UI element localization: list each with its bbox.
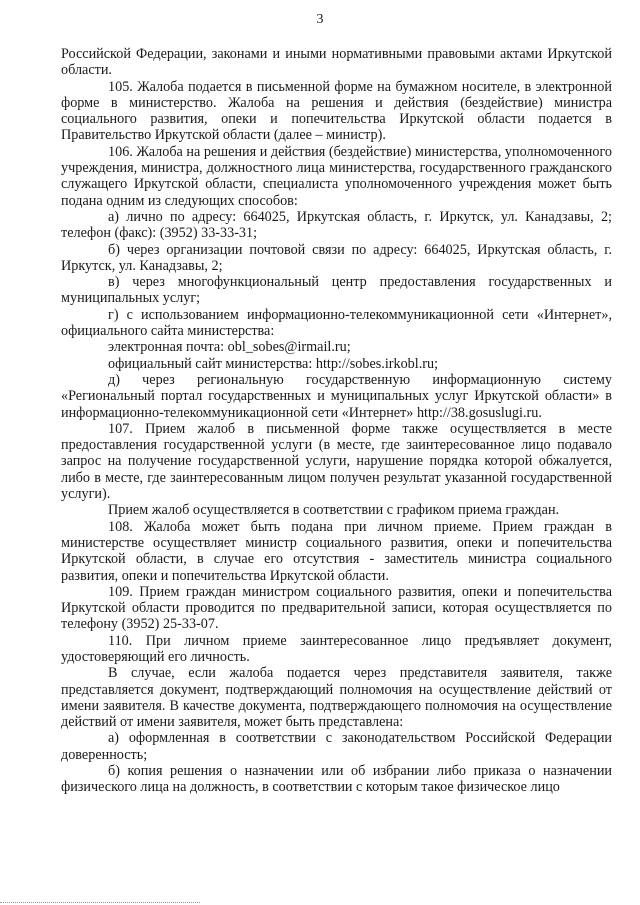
paragraph-108: 108. Жалоба может быть подана при личном приеме. Прием граждан в министерстве осуществляет министр социального развития, опеки и попечительства Иркутской области, в случае его отсутствия - заместитель министра социального развития, опеки и попечительства Иркутской области. [61,518,612,584]
paragraph-110: 110. При личном приеме заинтересованное лицо предъявляет документ, удостоверяющий его личность. [61,632,612,665]
paragraph-106-item-b: б) через организации почтовой связи по адресу: 664025, Иркутская область, г. Иркутск, ул. Канадзавы, 2; [61,241,612,274]
paragraph-110-item-b: б) копия решения о назначении или об избрании либо приказа о назначении физического лица на должность, в соответствии с которым такое физическое лицо [61,763,612,796]
paragraph-107-schedule: Прием жалоб осуществляется в соответствии с графиком приема граждан. [108,502,560,519]
scan-edge-divider [0,902,200,903]
paragraph-107: 107. Прием жалоб в письменной форме также осуществляется в месте предоставления государственной услуги (в месте, где заинтересованное лицо подавало запрос на получение государственной услуги, нарушение порядка которой обжалуется, либо в месте, где заинтересованным лицом получен результат указанной государственной услуги). [61,420,612,503]
paragraph-continuation: Российской Федерации, законами и иными нормативными правовыми актами Иркутской области. [61,46,612,79]
paragraph-110-item-a: а) оформленная в соответствии с законодательством Российской Федерации доверенность; [61,730,612,763]
paragraph-106: 106. Жалоба на решения и действия (бездействие) министерства, уполномоченного учреждения, министра, должностного лица министерства, государственного гражданского служащего Иркутской области, специалиста уполномоченного учреждения может быть подана одним из следующих способов: [61,143,612,209]
paragraph-110-representative: В случае, если жалоба подается через представителя заявителя, также представляется документ, подтверждающий полномочия на осуществление действий от имени заявителя. В качестве документа, подтверждающего полномочия на осуществление действий от имени заявителя, может быть представлена: [61,665,612,731]
paragraph-109: 109. Прием граждан министром социального развития, опеки и попечительства Иркутской области проводится по предварительной записи, которая осуществляется по телефону (3952) 25-33-07. [61,583,612,633]
document-body [61,46,612,796]
paragraph-106-item-a: а) лично по адресу: 664025, Иркутская область, г. Иркутск, ул. Канадзавы, 2; телефон (факс): (3952) 33-33-31; [61,208,612,242]
email-line: электронная почта: obl_sobes@irmail.ru; [108,339,351,356]
website-line: официальный сайт министерства: http://sobes.irkobl.ru; [108,355,439,372]
paragraph-106-item-g: г) с использованием информационно-телекоммуникационной сети «Интернет», официального сайта министерства: [61,306,612,340]
page-number: 3 [316,12,324,27]
paragraph-106-item-d: д) через региональную государственную информационную систему «Региональный портал государственных и муниципальных услуг Иркутской области» в информационно-телекоммуникационной сети «Интернет» http://38.gosuslugi.ru. [61,371,612,421]
paragraph-106-item-v: в) через многофункциональный центр предоставления государственных и муниципальных услуг; [61,274,612,307]
paragraph-105: 105. Жалоба подается в письменной форме на бумажном носителе, в электронной форме в министерство. Жалоба на решения и действия (бездействие) министра социального развития, опеки и попечительства Иркутской области подается в Правительство Иркутской области (далее – министр). [61,78,612,144]
